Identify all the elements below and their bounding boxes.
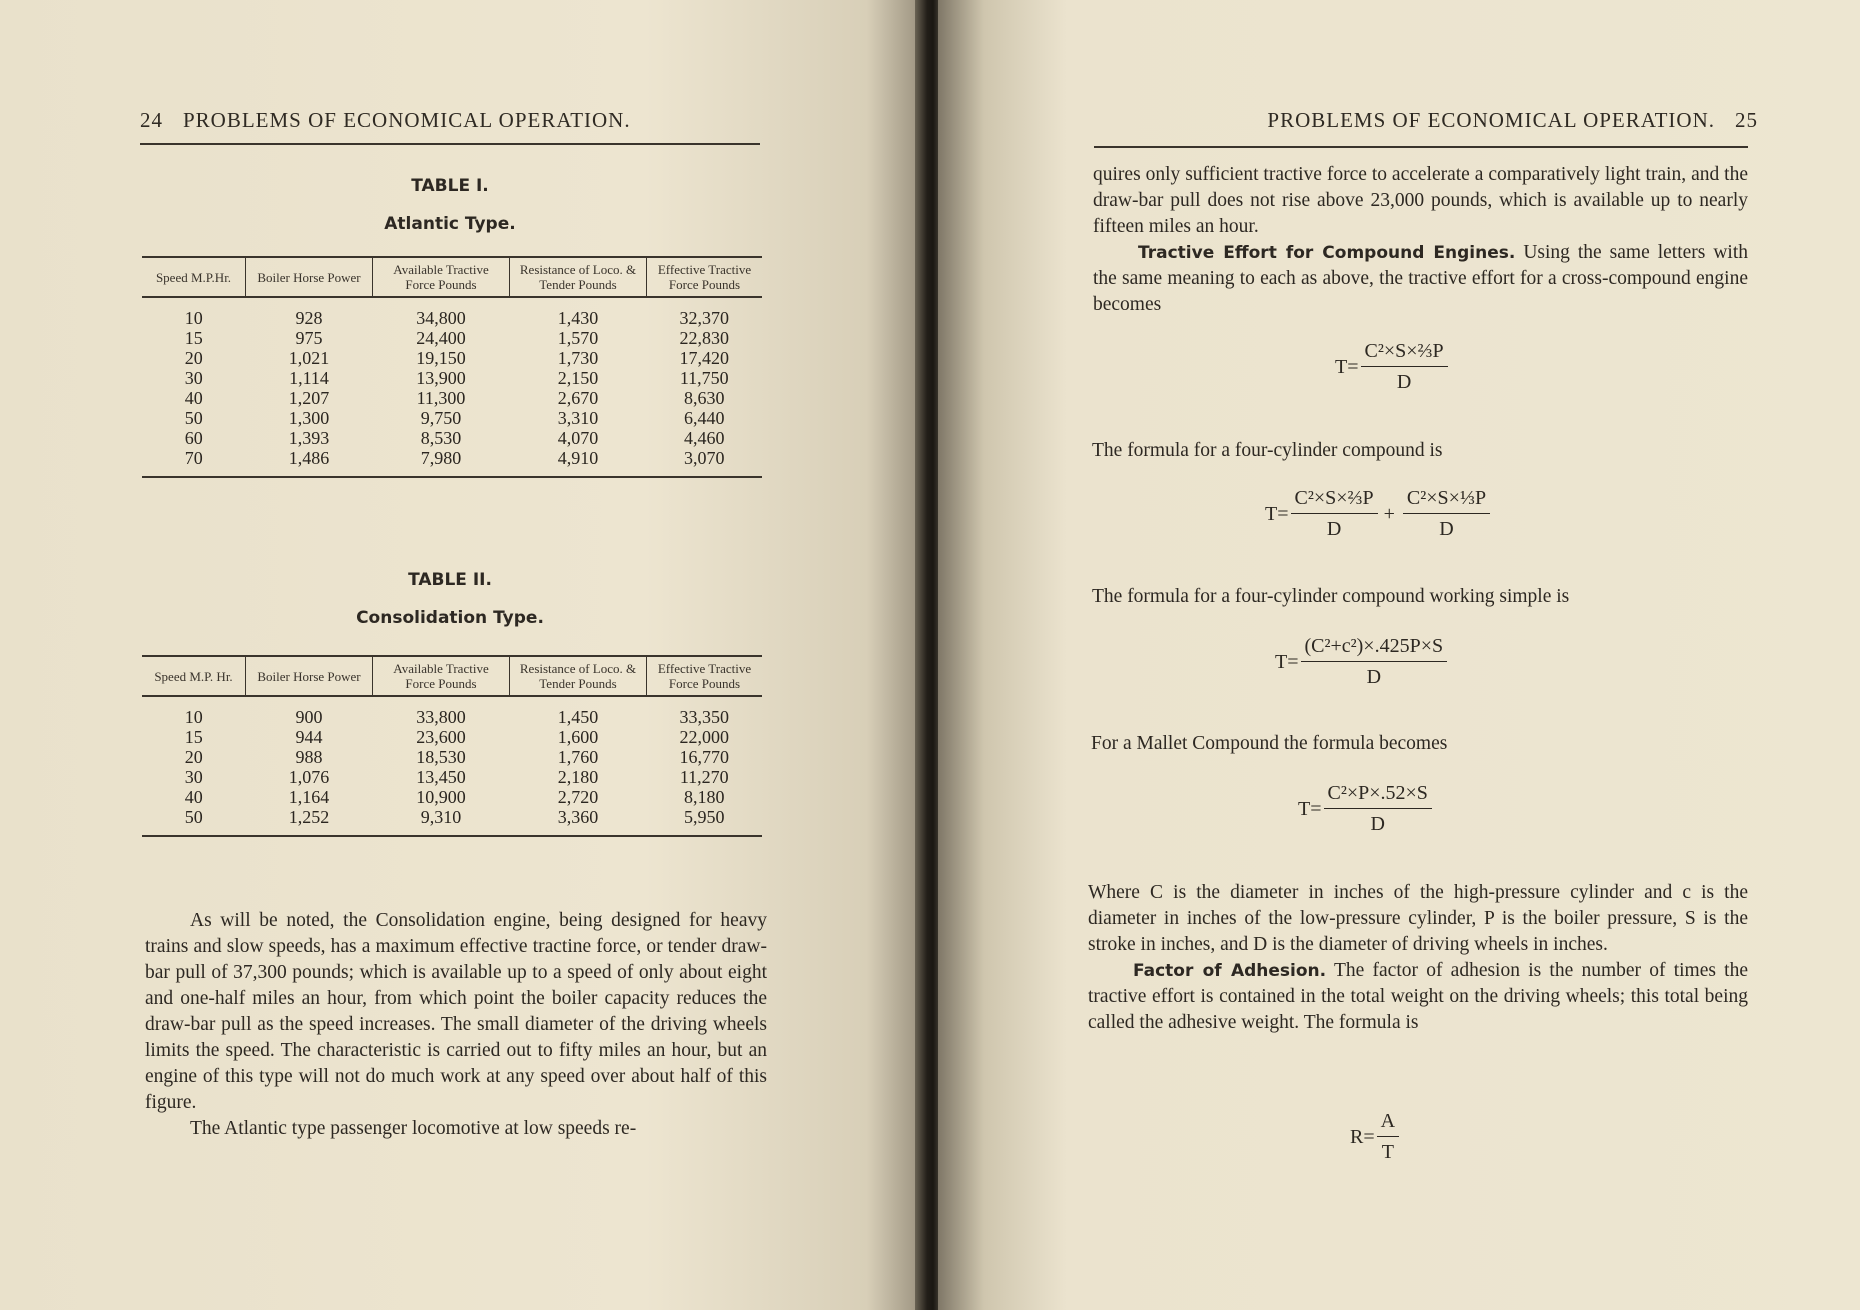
table-cell: 10 <box>184 308 203 328</box>
table-cell: 60 <box>184 428 203 448</box>
table-cell: 4,070 <box>557 428 599 448</box>
table-row <box>142 787 762 807</box>
table-cell: 988 <box>295 747 323 767</box>
table-cell: 928 <box>295 308 323 328</box>
table-cell: 8,180 <box>684 787 725 807</box>
table-cell: 16,770 <box>679 747 729 767</box>
table1-caption: TABLE I. <box>411 176 489 196</box>
table-row <box>142 388 762 408</box>
table1 <box>142 256 762 478</box>
right-text-working-simple <box>1092 584 1752 610</box>
table-cell: 1,450 <box>557 707 599 727</box>
table-cell: 70 <box>142 448 246 477</box>
formula-cross-compound <box>1335 340 1448 394</box>
table1-header-available-tractive: Available Tractive Force Pounds <box>373 257 510 297</box>
table-cell: 1,252 <box>246 807 373 836</box>
table-cell: 4,460 <box>684 428 725 448</box>
table-row <box>142 297 762 328</box>
table-cell: 1,600 <box>557 727 599 747</box>
table1-header-row <box>142 257 762 297</box>
table-cell: 4,910 <box>510 448 647 477</box>
table-cell: 13,900 <box>416 368 466 388</box>
table-cell: 9,750 <box>420 408 462 428</box>
right-paragraph-7: The factor of adhesion is the number of times the tractive effort is contained in the total weight on the driving wheels; this total being called the adhesive weight. The formula is <box>1088 960 1748 1033</box>
formula-numerator: C²×S×⅔P <box>1361 340 1448 367</box>
table-cell: 10 <box>184 707 203 727</box>
table-cell: 3,070 <box>647 448 763 477</box>
formula-adhesion <box>1350 1110 1399 1164</box>
table-cell: 40 <box>184 388 203 408</box>
right-text-four-cylinder <box>1092 438 1747 464</box>
right-paragraph-4: The formula for a four-cylinder compound working simple is <box>1092 586 1570 607</box>
formula-numerator: C²×S×⅔P <box>1291 487 1378 514</box>
table-cell: 15 <box>184 727 203 747</box>
table-cell: 18,530 <box>416 747 466 767</box>
table-cell: 30 <box>184 767 203 787</box>
formula-denominator: D <box>1326 518 1342 540</box>
table1-header-resistance: Resistance of Loco. & Tender Pounds <box>510 257 647 297</box>
table-cell: 13,450 <box>416 767 466 787</box>
formula-four-cylinder <box>1265 487 1490 541</box>
table-cell: 1,021 <box>288 348 330 368</box>
table2-subtitle: Consolidation Type. <box>356 608 544 628</box>
formula-numerator: A <box>1377 1110 1399 1137</box>
heading-compound-engines: Tractive Effort for Compound Engines. <box>1138 243 1516 263</box>
table-cell: 8,630 <box>684 388 725 408</box>
left-paragraph-2: The Atlantic type passenger locomotive at low speeds re- <box>190 1118 637 1139</box>
table-row <box>142 807 762 836</box>
formula-working-simple <box>1275 635 1447 689</box>
table-cell: 40 <box>184 787 203 807</box>
right-page <box>938 0 1860 1310</box>
formula-lhs: T= <box>1298 797 1322 820</box>
table-cell: 9,310 <box>373 807 510 836</box>
table-cell: 19,150 <box>416 348 466 368</box>
table-cell: 3,360 <box>510 807 647 836</box>
table-cell: 1,076 <box>288 767 330 787</box>
table-cell: 30 <box>184 368 203 388</box>
table-row <box>142 348 762 368</box>
right-paragraph-2: Using the same letters with the same meaning to each as above, the tractive effort for a cross-compound engine becomes <box>1093 242 1749 315</box>
formula-fraction <box>1291 487 1378 541</box>
table-cell: 1,730 <box>557 348 599 368</box>
table-cell: 32,370 <box>679 308 729 328</box>
formula-lhs: T= <box>1275 650 1299 673</box>
table1-header-effective-tractive: Effective Tractive Force Pounds <box>647 257 763 297</box>
formula-lhs: T= <box>1265 502 1289 525</box>
table-row <box>142 767 762 787</box>
table-cell: 975 <box>295 328 323 348</box>
table-cell: 1,300 <box>288 408 330 428</box>
table-cell: 50 <box>184 408 203 428</box>
right-page-number: 25 <box>1735 108 1758 132</box>
table2-header-speed: Speed M.P. Hr. <box>142 656 246 696</box>
table2-caption: TABLE II. <box>408 570 492 590</box>
right-body-top <box>1093 162 1748 318</box>
table-cell: 33,350 <box>679 707 729 727</box>
right-paragraph-5: For a Mallet Compound the formula becomes <box>1091 733 1448 754</box>
right-text-mallet <box>1091 731 1751 757</box>
formula-numerator: (C²+c²)×.425P×S <box>1301 635 1448 662</box>
table-cell: 24,400 <box>416 328 466 348</box>
table-cell: 11,750 <box>679 368 729 388</box>
heading-factor-of-adhesion: Factor of Adhesion. <box>1133 961 1327 981</box>
formula-numerator: C²×S×⅓P <box>1403 487 1490 514</box>
left-paragraph-1: As will be noted, the Consolidation engine, being designed for heavy trains and slow speeds, has a maximum effective tractine force, or tender draw-bar pull of 37,300 pounds; which is available up to a speed of only about eight and one-half miles an hour, from which point the boiler capacity reduces the draw-bar pull as the speed increases. The small diameter of the driving wheels limits the speed. The characteristic is carried out to fifty miles an hour, but an engine of this type will not do much work at any speed over about half of this figure. <box>145 910 767 1113</box>
table2-header-resistance: Resistance of Loco. & Tender Pounds <box>510 656 647 696</box>
table2-header-boiler-hp: Boiler Horse Power <box>246 656 373 696</box>
formula-fraction <box>1301 635 1448 689</box>
table-row <box>142 328 762 348</box>
table-cell: 17,420 <box>679 348 729 368</box>
formula-fraction <box>1377 1110 1399 1164</box>
table-cell: 3,310 <box>557 408 599 428</box>
table-cell: 1,393 <box>288 428 330 448</box>
left-running-header <box>140 108 760 133</box>
right-paragraph-1: quires only sufficient tractive force to accelerate a comparatively light train, and the draw-bar pull does not rise above 23,000 pounds, which is available up to nearly fifteen miles an hour. <box>1093 164 1748 237</box>
right-paragraph-3: The formula for a four-cylinder compound is <box>1092 440 1443 461</box>
table-cell: 6,440 <box>684 408 725 428</box>
table-row <box>142 428 762 448</box>
table-cell: 20 <box>184 348 203 368</box>
left-page-number: 24 <box>140 108 163 132</box>
formula-fraction <box>1403 487 1490 541</box>
right-running-head: PROBLEMS OF ECONOMICAL OPERATION. <box>1267 108 1715 132</box>
left-page <box>0 0 922 1310</box>
table-row <box>142 408 762 428</box>
table2-header-row <box>142 656 762 696</box>
formula-plus: + <box>1383 502 1395 525</box>
formula-fraction <box>1361 340 1448 394</box>
left-running-head: PROBLEMS OF ECONOMICAL OPERATION. <box>183 108 631 132</box>
table-cell: 1,164 <box>288 787 330 807</box>
formula-denominator: D <box>1370 813 1385 835</box>
formula-denominator: T <box>1381 1141 1394 1163</box>
table-cell: 1,486 <box>246 448 373 477</box>
table-cell: 34,800 <box>416 308 466 328</box>
table-cell: 1,114 <box>289 368 329 388</box>
table-cell: 2,670 <box>557 388 599 408</box>
formula-fraction <box>1324 782 1432 836</box>
formula-lhs: R= <box>1350 1125 1375 1148</box>
formula-denominator: D <box>1439 518 1454 540</box>
right-header-rule <box>1094 146 1748 148</box>
table-cell: 10,900 <box>416 787 466 807</box>
left-body-text <box>145 908 767 1142</box>
table-cell: 1,207 <box>288 388 330 408</box>
table-cell: 22,830 <box>679 328 729 348</box>
table-cell: 2,720 <box>557 787 599 807</box>
table1-header-speed: Speed M.P.Hr. <box>142 257 246 297</box>
table-cell: 1,570 <box>557 328 599 348</box>
formula-mallet <box>1298 782 1432 836</box>
table-cell: 11,300 <box>416 388 466 408</box>
table-cell: 7,980 <box>373 448 510 477</box>
table-cell: 11,270 <box>679 767 729 787</box>
table1-header-boiler-hp: Boiler Horse Power <box>246 257 373 297</box>
right-running-header <box>1148 108 1758 133</box>
table-row <box>142 747 762 767</box>
table-cell: 2,150 <box>557 368 599 388</box>
table-cell: 23,600 <box>416 727 466 747</box>
formula-denominator: D <box>1366 666 1382 688</box>
table2 <box>142 655 762 837</box>
left-header-rule <box>140 143 760 145</box>
table-cell: 1,760 <box>557 747 599 767</box>
table1-subtitle: Atlantic Type. <box>384 214 516 234</box>
table-cell: 50 <box>142 807 246 836</box>
formula-denominator: D <box>1396 371 1412 393</box>
table-cell: 1,430 <box>557 308 599 328</box>
table-row <box>142 368 762 388</box>
formula-lhs: T= <box>1335 355 1359 378</box>
table-cell: 22,000 <box>679 727 729 747</box>
table-cell: 2,180 <box>557 767 599 787</box>
table-cell: 944 <box>295 727 323 747</box>
table2-header-effective-tractive: Effective Tractive Force Pounds <box>647 656 763 696</box>
table-row <box>142 696 762 727</box>
table-cell: 8,530 <box>420 428 462 448</box>
table-cell: 15 <box>184 328 203 348</box>
table2-header-available-tractive: Available Tractive Force Pounds <box>373 656 510 696</box>
formula-numerator: C²×P×.52×S <box>1324 782 1432 809</box>
table-cell: 900 <box>295 707 323 727</box>
table-cell: 33,800 <box>416 707 466 727</box>
table-cell: 20 <box>184 747 203 767</box>
right-paragraph-6: Where C is the diameter in inches of the high-pressure cylinder and c is the diameter in inches of the low-pressure cylinder, P is the boiler pressure, S is the stroke in inches, and D is the diameter of driving wheels in inches. <box>1088 882 1748 955</box>
right-body-bottom <box>1088 880 1748 1036</box>
table-cell: 5,950 <box>647 807 763 836</box>
table-row <box>142 448 762 477</box>
table-row <box>142 727 762 747</box>
